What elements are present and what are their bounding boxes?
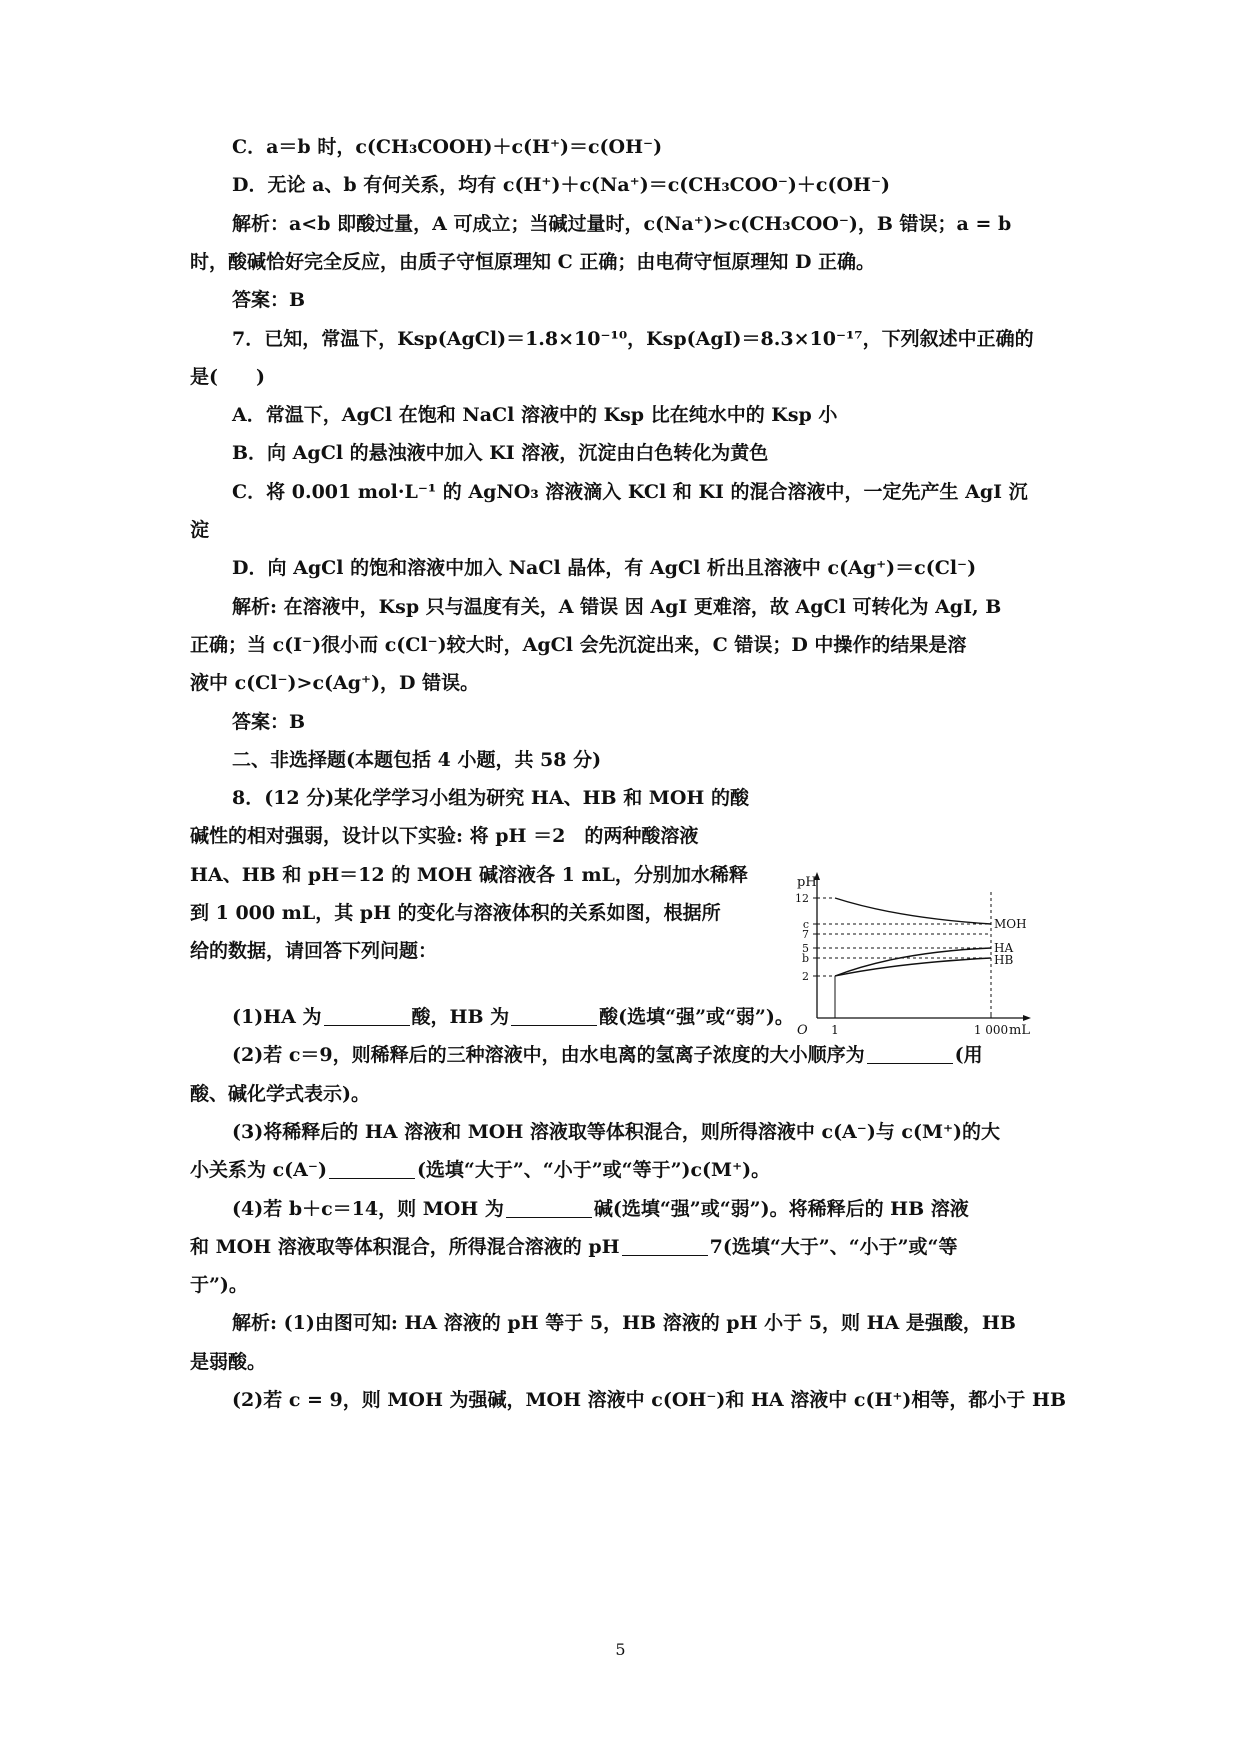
text-line: 液中 c(Cl⁻)>c(Ag⁺)，D 错误。 bbox=[190, 672, 480, 695]
y-tick-label: 7 bbox=[802, 928, 809, 941]
question-line bbox=[190, 1348, 1060, 1378]
text-line: 碱性的相对强弱，设计以下实验: 将 pH ＝2 的两种酸溶液 bbox=[190, 825, 699, 848]
text-line: 解析: 在溶液中，Ksp 只与温度有关，A 错误 因 AgI 更难溶，故 AgCl 可转化为 AgI, B bbox=[232, 595, 1002, 618]
question-line bbox=[232, 1195, 1102, 1225]
x-tick-label: 1 000 bbox=[973, 1023, 1009, 1037]
question-text: 酸、碱化学式表示)。 bbox=[190, 1082, 370, 1105]
answer-blank[interactable] bbox=[867, 1043, 953, 1064]
series-lines bbox=[835, 898, 1027, 976]
question-text: 小关系为 c(A⁻) bbox=[190, 1159, 327, 1182]
text-line: 解析：a<b 即酸过量，A 可成立；当碱过量时，c(Na⁺)>c(CH₃COO⁻)，B 错误；a = b bbox=[232, 212, 1012, 235]
text-line: 时，酸碱恰好完全反应，由质子守恒原理知 C 正确；由电荷守恒原理知 D 正确。 bbox=[190, 250, 876, 273]
text-line: B．向 AgCl 的悬浊液中加入 KI 溶液，沉淀由白色转化为黄色 bbox=[232, 442, 769, 465]
text-line: 是( ) bbox=[190, 365, 265, 388]
x-tick-label: 1 bbox=[831, 1023, 839, 1037]
text-line: 二、非选择题(本题包括 4 小题，共 58 分) bbox=[232, 748, 602, 771]
question-line bbox=[232, 1309, 1102, 1339]
guide-lines bbox=[817, 892, 991, 1018]
answer-blank[interactable] bbox=[622, 1235, 708, 1256]
ph-dilution-chart bbox=[795, 868, 1045, 1038]
text-line: 答案：B bbox=[232, 710, 306, 733]
question-line bbox=[190, 1156, 1060, 1186]
question-text: 解析: (1)由图可知: HA 溶液的 pH 等于 5，HB 溶液的 pH 小于 5，则 HA 是强酸，HB bbox=[232, 1312, 1016, 1335]
text-line: 到 1 000 mL，其 pH 的变化与溶液体积的关系如图，根据所 bbox=[190, 902, 721, 924]
text-line: HA、HB 和 pH＝12 的 MOH 碱溶液各 1 mL，分别加水稀释 bbox=[190, 863, 748, 886]
text-line: 正确；当 c(I⁻)很小而 c(Cl⁻)较大时，AgCl 会先沉淀出来，C 错误；D 中操作的结果是溶 bbox=[190, 633, 967, 656]
question-text: 是弱酸。 bbox=[190, 1350, 267, 1373]
question-text: 于”)。 bbox=[190, 1274, 248, 1297]
y-tick-label: 12 bbox=[795, 892, 809, 905]
question-line bbox=[232, 1386, 1102, 1416]
question-text: (用 bbox=[954, 1044, 983, 1067]
text-line: C．将 0.001 mol·L⁻¹ 的 AgNO₃ 溶液滴入 KCl 和 KI 的混合溶液中，一定先产生 AgI 沉 bbox=[232, 480, 1028, 503]
answer-blank[interactable] bbox=[511, 1005, 597, 1026]
y-tick-label: 5 bbox=[802, 942, 809, 955]
series-line-moh bbox=[835, 898, 991, 924]
text-line: A．常温下，AgCl 在饱和 NaCl 溶液中的 Ksp 比在纯水中的 Ksp 小 bbox=[232, 404, 838, 427]
question-text: 7(选填“大于”、“小于”或“等 bbox=[709, 1235, 958, 1258]
text-line: C．a＝b 时，c(CH₃COOH)＋c(H⁺)＝c(OH⁻) bbox=[232, 136, 663, 158]
text-line: D．向 AgCl 的饱和溶液中加入 NaCl 晶体，有 AgCl 析出且溶液中 c(Ag⁺)＝c(Cl⁻) bbox=[232, 557, 977, 580]
y-tick-label: 2 bbox=[802, 970, 809, 983]
question-text: (4)若 b＋c＝14，则 MOH 为 bbox=[232, 1197, 504, 1220]
y-axis-label: pH bbox=[797, 875, 817, 890]
question-text: 碱(选填“强”或“弱”)。将稀释后的 HB 溶液 bbox=[593, 1197, 969, 1220]
x-axis-arrow bbox=[1023, 1015, 1031, 1021]
question-line bbox=[232, 1041, 1102, 1071]
series-label-hb: HB bbox=[994, 953, 1014, 967]
question-text: (2)若 c＝9，则稀释后的三种溶液中，由水电离的氢离子浓度的大小顺序为 bbox=[232, 1044, 865, 1067]
question-text: (2)若 c = 9，则 MOH 为强碱，MOH 溶液中 c(OH⁻)和 HA 溶液中 c(H⁺)相等，都小于 HB bbox=[232, 1389, 1067, 1411]
question-text: (1)HA 为 bbox=[232, 1006, 322, 1028]
answer-blank[interactable] bbox=[506, 1197, 592, 1218]
text-line: 淀 bbox=[190, 519, 210, 541]
text-line: 7．已知，常温下，Ksp(AgCl)＝1.8×10⁻¹⁰，Ksp(AgI)＝8.3×10⁻¹⁷，下列叙述中正确的 bbox=[232, 327, 1034, 350]
page-number: 5 bbox=[615, 1640, 626, 1659]
text-line: 8．(12 分)某化学学习小组为研究 HA、HB 和 MOH 的酸 bbox=[232, 787, 749, 810]
question-text: 和 MOH 溶液取等体积混合，所得混合溶液的 pH bbox=[190, 1235, 620, 1258]
series-label-ha: HA bbox=[994, 941, 1014, 955]
series-label-moh: MOH bbox=[994, 917, 1027, 931]
x-axis-label: mL bbox=[1009, 1023, 1030, 1038]
text-line: 给的数据，请回答下列问题： bbox=[190, 940, 438, 963]
text-line: 答案：B bbox=[232, 289, 306, 312]
question-line bbox=[232, 1118, 1102, 1148]
question-line bbox=[190, 1271, 1060, 1301]
answer-blank[interactable] bbox=[329, 1158, 415, 1179]
question-line bbox=[190, 1233, 1060, 1263]
text-line: D．无论 a、b 有何关系，均有 c(H⁺)＋c(Na⁺)＝c(CH₃COO⁻)＋c(OH⁻) bbox=[232, 174, 890, 197]
answer-blank[interactable] bbox=[324, 1005, 410, 1026]
question-text: (选填“大于”、“小于”或“等于”)c(M⁺)。 bbox=[416, 1159, 771, 1182]
question-text: 酸(选填“强”或“弱”)。 bbox=[599, 1006, 794, 1028]
y-tick-label: c bbox=[802, 918, 809, 931]
question-line bbox=[190, 1080, 1060, 1110]
series-line-hb bbox=[835, 958, 991, 976]
question-text: 酸，HB 为 bbox=[411, 1006, 510, 1028]
y-tick-label: b bbox=[801, 952, 809, 965]
y-ticks bbox=[795, 892, 817, 983]
question-text: (3)将稀释后的 HA 溶液和 MOH 溶液取等体积混合，则所得溶液中 c(A⁻)与 c(M⁺)的大 bbox=[232, 1120, 1001, 1143]
origin-label: O bbox=[797, 1023, 808, 1038]
